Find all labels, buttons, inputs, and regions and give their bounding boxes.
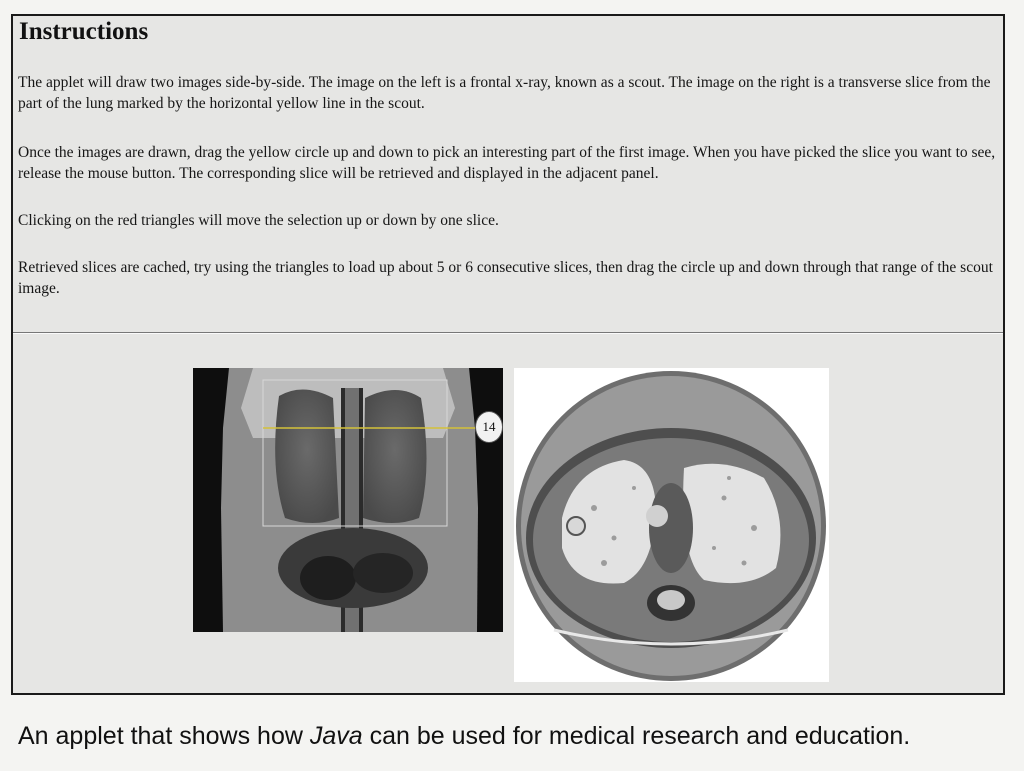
instruction-paragraph-4: Retrieved slices are cached, try using the triangles to load up about 5 or 6 consecutive slices, then drag the circle up and down through that range of the scout image. (18, 259, 993, 297)
instruction-paragraph-3: Clicking on the red triangles will move the selection up or down by one slice. (18, 212, 499, 229)
caption-text-before: An applet that shows how (18, 722, 310, 750)
ct-viewer-applet (193, 368, 829, 682)
ct-slice-graphic (514, 368, 829, 682)
instructions-heading: Instructions (19, 18, 149, 45)
section-divider (13, 332, 1003, 334)
slice-selector-handle[interactable] (475, 411, 503, 443)
scout-image[interactable] (193, 368, 503, 632)
caption-text-after: can be used for medical research and education. (362, 722, 911, 750)
instructions-panel (11, 14, 1005, 695)
caption-emphasis: Java (309, 722, 363, 750)
scout-xray-graphic (193, 368, 503, 632)
instruction-paragraph-1: The applet will draw two images side-by-side. The image on the left is a frontal x-ray, known as a scout. The image on the right is a transverse slice from the part of the lung marked by the horizontal yellow line in the scout. (18, 74, 991, 112)
slice-number-label: 14 (482, 419, 496, 434)
ct-slice-panel (514, 368, 829, 682)
instruction-paragraph-2: Once the images are drawn, drag the yellow circle up and down to pick an interesting part of the first image. When you have picked the slice you want to see, release the mouse button. The corresponding slice will be retrieved and displayed in the adjacent panel. (18, 144, 996, 182)
figure-caption (18, 722, 910, 751)
